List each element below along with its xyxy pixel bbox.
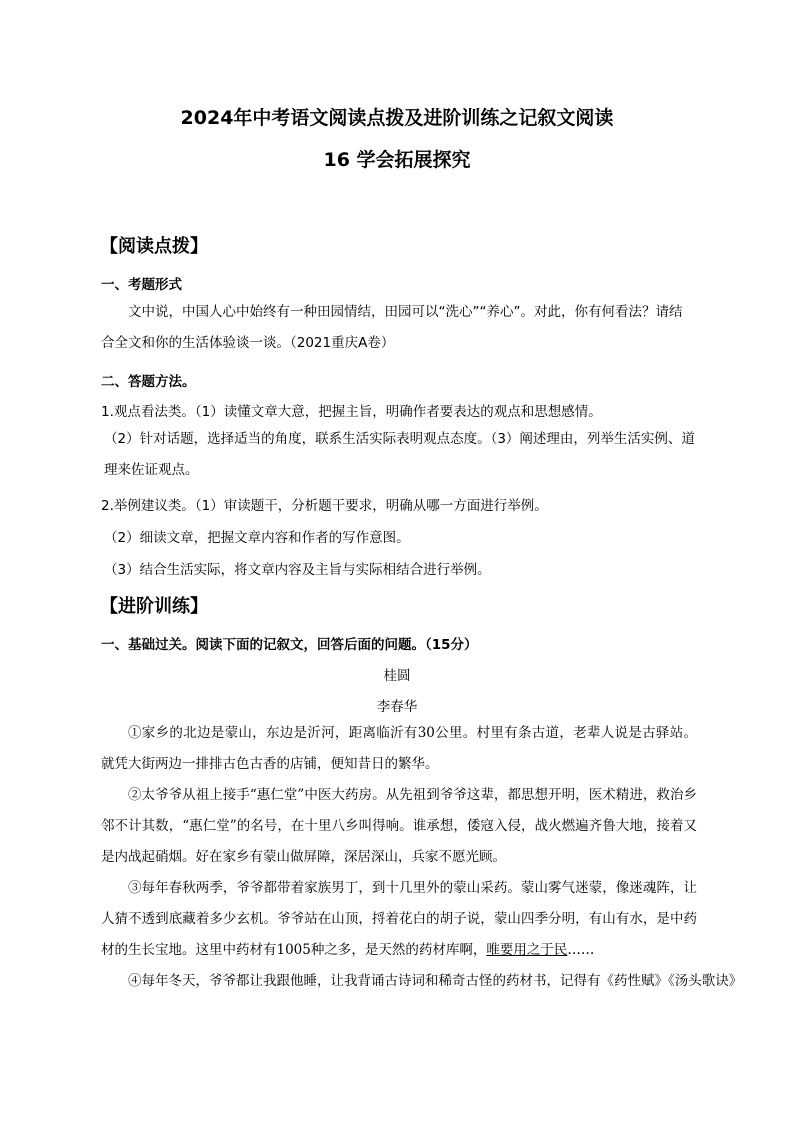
method-5: （3）结合生活实际，将文章内容及主旨与实际相结合进行举例。 [104, 562, 491, 578]
part1-heading: 一、考题形式 [101, 277, 182, 293]
document-subtitle: 16 学会拓展探究 [323, 149, 471, 171]
paragraph-3-text: ③每年春秋两季，爷爷都带着家族男丁，到十几里外的蒙山采药。蒙山雾气迷蒙，像迷魂阵，让人猜不透到底藏着多少玄机。爷爷站在山顶，捋着花白的胡子说，蒙山四季分明，有山有水，是中药材的生长宝地。这里中药材有1005种之多，是天然的药材库啊， [101, 880, 697, 958]
story-title: 桂圆 [383, 668, 411, 684]
story-paragraph-1: ①家乡的北边是蒙山，东边是沂河，距离临沂有30公里。村里有条古道，老辈人说是古驿站。就凭大街两边一排排古色古香的店铺，便知昔日的繁华。 [101, 725, 697, 772]
method-3: 2.举例建议类。（1）审读题干，分析题干要求，明确从哪一方面进行举例。 [101, 498, 548, 514]
part2-heading: 二、答题方法。 [101, 374, 196, 390]
underlined-phrase: 唯要用之于民 [486, 942, 568, 958]
story-author: 李春华 [376, 699, 418, 715]
story-paragraph-4: ④每年冬天，爷爷都让我跟他睡，让我背诵古诗词和稀奇古怪的药材书，记得有《药性赋》《汤头歌诀》 [128, 973, 743, 989]
method-2: （2）针对话题，选择适当的角度，联系生活实际表明观点态度。（3）阐述理由，列举生活实例、道理来佐证观点。 [104, 431, 695, 478]
story-paragraph-3 [101, 873, 697, 966]
section-heading-training: 【进阶训练】 [100, 596, 208, 617]
story-paragraph-2: ②太爷爷从祖上接手“惠仁堂”中医大药房。从先祖到爷爷这辈，都思想开明，医术精进，救治乡邻不计其数，“惠仁堂”的名号，在十里八乡叫得响。谁承想，倭寇入侵，战火燃遍齐鲁大地，接着又是内战起硝烟。好在家乡有蒙山做屏障，深居深山，兵家不愿光顾。 [101, 787, 697, 865]
training-task: 一、基础过关。阅读下面的记叙文，回答后面的问题。（15分） [101, 637, 478, 653]
method-1: 1.观点看法类。（1）读懂文章大意，把握主旨，明确作者要表达的观点和思想感情。 [101, 404, 602, 420]
document-title: 2024年中考语文阅读点拨及进阶训练之记叙文阅读 [180, 107, 614, 129]
section-heading-guide: 【阅读点拨】 [100, 236, 208, 257]
method-4: （2）细读文章，把握文章内容和作者的写作意图。 [104, 530, 410, 546]
exam-question: 文中说，中国人心中始终有一种田园情结，田园可以“洗心”“养心”。对此，你有何看法？请结合全文和你的生活体验谈一谈。（2021重庆A卷） [101, 304, 683, 351]
paragraph-3-ellipsis: …… [567, 942, 595, 958]
